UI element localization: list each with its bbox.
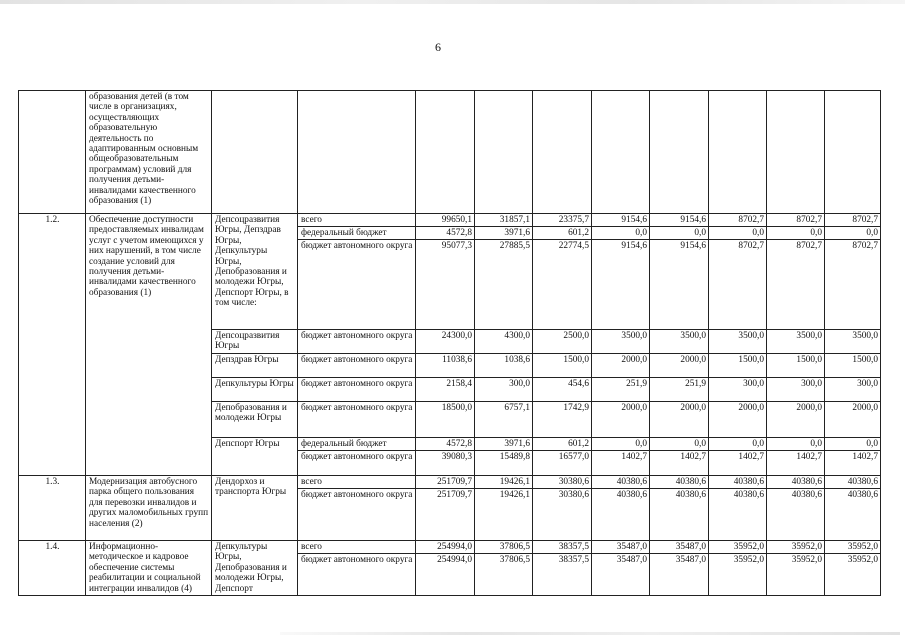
value-cell: 35487,0 xyxy=(650,554,709,596)
value-cell: 1402,7 xyxy=(767,451,825,476)
source-cell xyxy=(298,91,416,214)
value-cell: 40380,6 xyxy=(650,476,709,489)
value-cell: 2000,0 xyxy=(650,402,709,438)
value-cell xyxy=(592,91,650,214)
value-cell: 40380,6 xyxy=(825,476,881,489)
funding-source-cell: всего xyxy=(298,541,416,554)
measure-name-cell: Информационно-методическое и кадровое обеспечение системы реабилитации и социальной интеграции инвалидов (4) xyxy=(86,541,212,596)
funding-source-cell: федеральный бюджет xyxy=(298,438,416,451)
value-cell: 8702,7 xyxy=(767,214,825,227)
value-cell: 40380,6 xyxy=(825,489,881,541)
value-cell: 2158,4 xyxy=(416,378,475,402)
value-cell xyxy=(416,91,475,214)
value-cell xyxy=(709,91,767,214)
funding-source-cell: бюджет автономного округа xyxy=(298,354,416,378)
value-cell: 30380,6 xyxy=(533,489,592,541)
value-cell: 8702,7 xyxy=(825,240,881,330)
value-cell xyxy=(825,91,881,214)
row-index-cell: 1.3. xyxy=(19,476,86,541)
value-cell: 6757,1 xyxy=(475,402,533,438)
value-cell: 3971,6 xyxy=(475,227,533,240)
value-cell: 37806,5 xyxy=(475,541,533,554)
value-cell: 18500,0 xyxy=(416,402,475,438)
value-cell: 11038,6 xyxy=(416,354,475,378)
value-cell: 31857,1 xyxy=(475,214,533,227)
funding-source-cell: бюджет автономного округа xyxy=(298,554,416,596)
value-cell: 2000,0 xyxy=(650,354,709,378)
value-cell: 35952,0 xyxy=(767,541,825,554)
table-row xyxy=(19,91,881,214)
value-cell: 35952,0 xyxy=(709,541,767,554)
value-cell xyxy=(767,91,825,214)
value-cell: 37806,5 xyxy=(475,554,533,596)
value-cell: 38357,5 xyxy=(533,541,592,554)
value-cell: 0,0 xyxy=(592,438,650,451)
value-cell: 2000,0 xyxy=(592,354,650,378)
value-cell: 254994,0 xyxy=(416,541,475,554)
value-cell: 1500,0 xyxy=(709,354,767,378)
value-cell: 35487,0 xyxy=(592,554,650,596)
executor-cell: Депсоцразвития Югры, Депздрав Югры, Депкультуры Югры, Депобразования и молодежи Югры, Депспорт Югры, в том числе: xyxy=(212,214,298,330)
value-cell: 35952,0 xyxy=(709,554,767,596)
row-index-cell xyxy=(19,91,86,214)
measure-name-cell: Модернизация автобусного парка общего пользования для перевозки инвалидов и других маломобильных групп населения (2) xyxy=(86,476,212,541)
table-row xyxy=(19,541,881,554)
value-cell: 0,0 xyxy=(592,227,650,240)
value-cell: 4300,0 xyxy=(475,330,533,354)
value-cell: 9154,6 xyxy=(592,240,650,330)
value-cell: 8702,7 xyxy=(709,240,767,330)
measure-name-cell: Обеспечение доступности предоставляемых инвалидам услуг с учетом имеющихся у них нарушений, в том числе создание условий для получения детьми-инвалидами качественного образования (1) xyxy=(86,214,212,476)
value-cell: 3971,6 xyxy=(475,438,533,451)
value-cell: 1402,7 xyxy=(592,451,650,476)
value-cell: 2000,0 xyxy=(767,402,825,438)
value-cell: 1500,0 xyxy=(825,354,881,378)
page-number: 6 xyxy=(435,40,441,54)
funding-source-cell: бюджет автономного округа xyxy=(298,240,416,330)
row-index-cell: 1.4. xyxy=(19,541,86,596)
scan-edge-bottom xyxy=(280,632,900,635)
executor-cell: Депздрав Югры xyxy=(212,354,298,378)
value-cell: 4572,8 xyxy=(416,227,475,240)
executor-cell: Депкультуры Югры, Депобразования и молодежи Югры, Депспорт xyxy=(212,541,298,596)
value-cell: 99650,1 xyxy=(416,214,475,227)
value-cell: 300,0 xyxy=(475,378,533,402)
row-index-cell: 1.2. xyxy=(19,214,86,476)
value-cell: 1500,0 xyxy=(533,354,592,378)
funding-source-cell: бюджет автономного округа xyxy=(298,330,416,354)
value-cell: 35952,0 xyxy=(825,554,881,596)
value-cell: 9154,6 xyxy=(592,214,650,227)
value-cell: 40380,6 xyxy=(650,489,709,541)
program-funding-table xyxy=(18,90,881,596)
value-cell: 3500,0 xyxy=(767,330,825,354)
value-cell: 40380,6 xyxy=(592,476,650,489)
value-cell: 35487,0 xyxy=(592,541,650,554)
value-cell: 3500,0 xyxy=(650,330,709,354)
value-cell: 0,0 xyxy=(825,438,881,451)
value-cell: 0,0 xyxy=(650,227,709,240)
table-body xyxy=(19,91,881,596)
value-cell: 2000,0 xyxy=(825,402,881,438)
continuation-text: образования детей (в том числе в организациях, осуществляющих образовательную деятельность по адаптированным основным общеобразовательным программам) условий для получения детьми-инвалидами качественного образования (1) xyxy=(86,91,212,214)
value-cell: 1500,0 xyxy=(767,354,825,378)
value-cell: 39080,3 xyxy=(416,451,475,476)
value-cell: 300,0 xyxy=(767,378,825,402)
value-cell: 23375,7 xyxy=(533,214,592,227)
value-cell xyxy=(475,91,533,214)
funding-source-cell: бюджет автономного округа xyxy=(298,489,416,541)
value-cell: 35487,0 xyxy=(650,541,709,554)
value-cell: 1402,7 xyxy=(709,451,767,476)
value-cell: 8702,7 xyxy=(825,214,881,227)
value-cell: 8702,7 xyxy=(709,214,767,227)
value-cell: 3500,0 xyxy=(592,330,650,354)
value-cell: 0,0 xyxy=(825,227,881,240)
value-cell: 254994,0 xyxy=(416,554,475,596)
value-cell: 27885,5 xyxy=(475,240,533,330)
value-cell xyxy=(650,91,709,214)
value-cell: 251,9 xyxy=(592,378,650,402)
executor-cell xyxy=(212,91,298,214)
value-cell xyxy=(533,91,592,214)
value-cell: 30380,6 xyxy=(533,476,592,489)
value-cell: 40380,6 xyxy=(767,476,825,489)
value-cell: 19426,1 xyxy=(475,489,533,541)
value-cell: 1038,6 xyxy=(475,354,533,378)
value-cell: 0,0 xyxy=(767,227,825,240)
value-cell: 0,0 xyxy=(709,438,767,451)
value-cell: 0,0 xyxy=(709,227,767,240)
funding-source-cell: бюджет автономного округа xyxy=(298,402,416,438)
value-cell: 40380,6 xyxy=(709,476,767,489)
value-cell: 95077,3 xyxy=(416,240,475,330)
value-cell: 300,0 xyxy=(709,378,767,402)
value-cell: 2000,0 xyxy=(709,402,767,438)
value-cell: 19426,1 xyxy=(475,476,533,489)
value-cell: 35952,0 xyxy=(767,554,825,596)
funding-source-cell: всего xyxy=(298,214,416,227)
value-cell: 38357,5 xyxy=(533,554,592,596)
value-cell: 1402,7 xyxy=(825,451,881,476)
value-cell: 40380,6 xyxy=(592,489,650,541)
executor-cell: Депспорт Югры xyxy=(212,438,298,476)
value-cell: 454,6 xyxy=(533,378,592,402)
value-cell: 0,0 xyxy=(767,438,825,451)
value-cell: 601,2 xyxy=(533,438,592,451)
value-cell: 0,0 xyxy=(650,438,709,451)
scan-edge-top xyxy=(0,0,905,4)
value-cell: 16577,0 xyxy=(533,451,592,476)
funding-source-cell: федеральный бюджет xyxy=(298,227,416,240)
value-cell: 3500,0 xyxy=(825,330,881,354)
funding-source-cell: бюджет автономного округа xyxy=(298,378,416,402)
value-cell: 8702,7 xyxy=(767,240,825,330)
value-cell: 251709,7 xyxy=(416,489,475,541)
value-cell: 2000,0 xyxy=(592,402,650,438)
executor-cell: Депкультуры Югры xyxy=(212,378,298,402)
value-cell: 15489,8 xyxy=(475,451,533,476)
table-row xyxy=(19,476,881,489)
value-cell: 251,9 xyxy=(650,378,709,402)
value-cell: 1402,7 xyxy=(650,451,709,476)
executor-cell: Дендорхоз и транспорта Югры xyxy=(212,476,298,541)
table-row xyxy=(19,214,881,227)
value-cell: 9154,6 xyxy=(650,240,709,330)
value-cell: 40380,6 xyxy=(767,489,825,541)
value-cell: 3500,0 xyxy=(709,330,767,354)
executor-cell: Депсоцразвития Югры xyxy=(212,330,298,354)
value-cell: 2500,0 xyxy=(533,330,592,354)
value-cell: 9154,6 xyxy=(650,214,709,227)
value-cell: 24300,0 xyxy=(416,330,475,354)
value-cell: 601,2 xyxy=(533,227,592,240)
value-cell: 4572,8 xyxy=(416,438,475,451)
value-cell: 300,0 xyxy=(825,378,881,402)
funding-source-cell: всего xyxy=(298,476,416,489)
value-cell: 251709,7 xyxy=(416,476,475,489)
funding-source-cell: бюджет автономного округа xyxy=(298,451,416,476)
value-cell: 35952,0 xyxy=(825,541,881,554)
value-cell: 1742,9 xyxy=(533,402,592,438)
value-cell: 40380,6 xyxy=(709,489,767,541)
executor-cell: Депобразования и молодежи Югры xyxy=(212,402,298,438)
value-cell: 22774,5 xyxy=(533,240,592,330)
